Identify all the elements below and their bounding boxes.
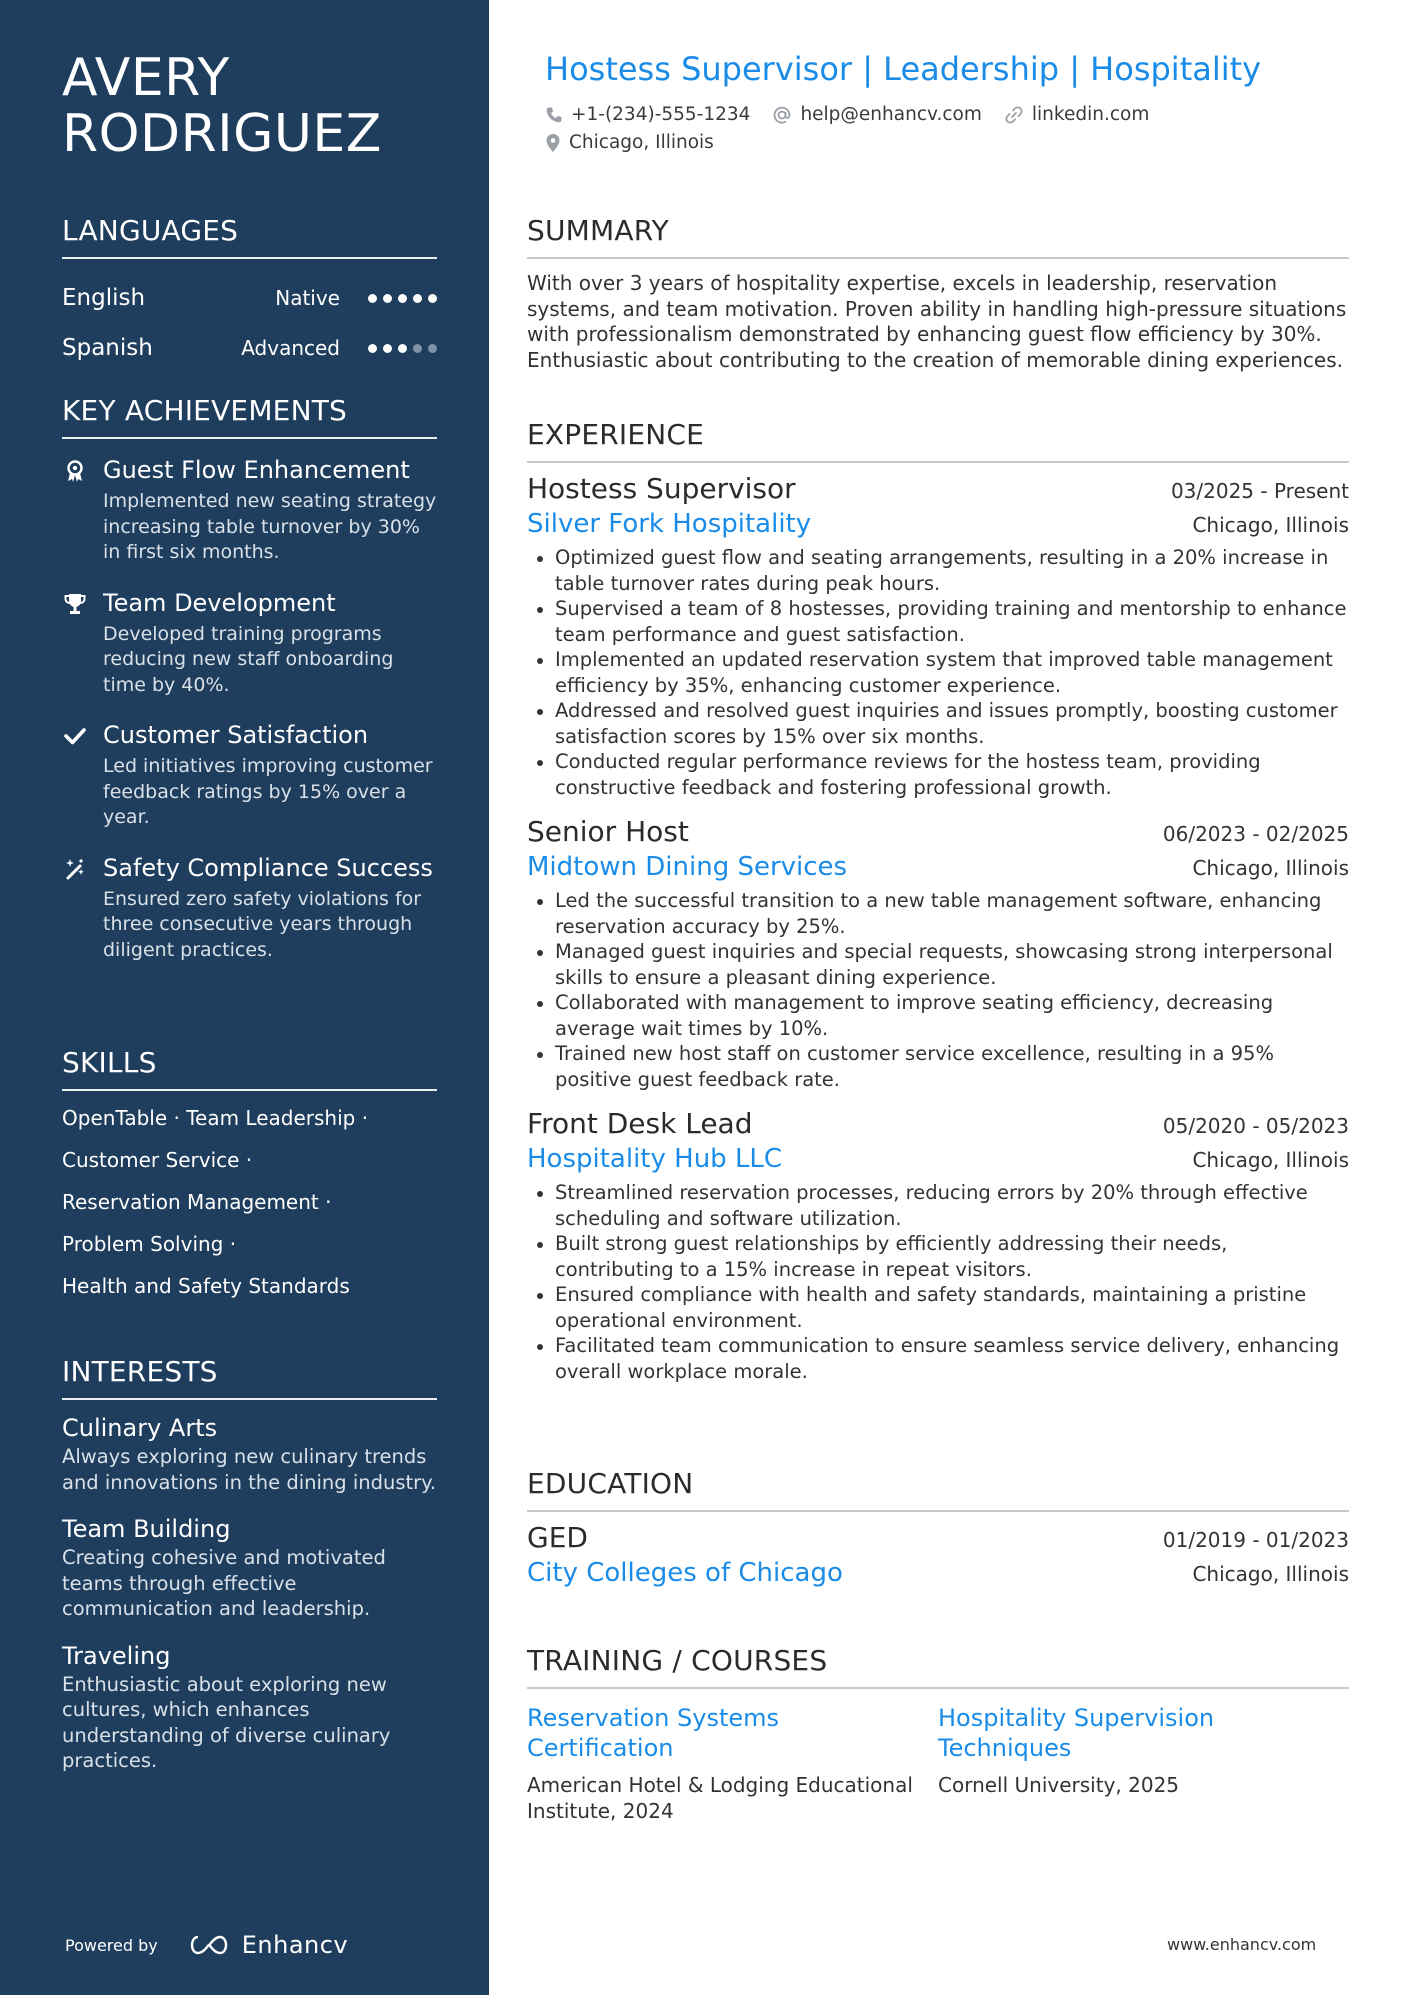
email-text: help@enhancv.com: [800, 104, 982, 125]
interest-item: [62, 1513, 437, 1622]
job-title: Senior Host: [527, 815, 689, 848]
school-location: Chicago, Illinois: [1192, 1562, 1349, 1586]
course-item: [527, 1703, 938, 1824]
interest-desc: Creating cohesive and motivated teams through effective communication and leadership.: [62, 1546, 386, 1620]
summary-heading: SUMMARY: [527, 214, 1349, 259]
contact-email[interactable]: [772, 104, 981, 125]
achievement-item: [62, 455, 437, 566]
contact-row: [545, 104, 1171, 125]
skill-line: Problem Solving ·: [62, 1232, 237, 1256]
phone-text: +1-(234)-555-1234: [571, 104, 751, 125]
languages-section: [62, 214, 437, 373]
contact-linkedin[interactable]: [1004, 104, 1149, 125]
achievement-desc: Ensured zero safety violations for three consecutive years through diligent practices.: [103, 887, 422, 961]
job-bullet: Trained new host staff on customer service excellence, resulting in a 95% positive guest feedback rate.: [527, 1041, 1349, 1092]
trophy-icon: [64, 592, 86, 616]
achievement-item: [62, 853, 437, 964]
candidate-name: AVERY RODRIGUEZ: [62, 48, 382, 164]
language-row: [62, 323, 437, 373]
job-title: Front Desk Lead: [527, 1107, 753, 1140]
powered-by-label: Powered by: [65, 1935, 158, 1955]
contact-location: [545, 132, 714, 153]
language-level: Native: [275, 286, 340, 310]
language-level: Advanced: [241, 336, 340, 360]
language-name: Spanish: [62, 335, 153, 361]
proficiency-dot-filled: [383, 294, 392, 303]
job-bullet: Streamlined reservation processes, reducing errors by 20% through effective scheduling and software utilization.: [527, 1180, 1349, 1231]
job-title: Hostess Supervisor: [527, 472, 796, 505]
job-date: 06/2023 - 02/2025: [1162, 822, 1349, 846]
proficiency-dots: [368, 344, 437, 353]
proficiency-dot-filled: [413, 294, 422, 303]
course-list: [527, 1703, 1349, 1824]
location-pin-icon: [545, 133, 561, 153]
summary-section: [527, 214, 1349, 373]
job-bullets: [527, 1180, 1349, 1384]
job-bullet: Implemented an updated reservation system that improved table management efficiency by 35%, enhancing customer experience.: [527, 647, 1349, 698]
job-location: Chicago, Illinois: [1192, 856, 1349, 880]
achievement-desc: Led initiatives improving customer feedback ratings by 15% over a year.: [103, 755, 433, 828]
job-bullets: [527, 545, 1349, 800]
job-bullet: Managed guest inquiries and special requests, showcasing strong interpersonal skills to ensure a pleasant dining experience.: [527, 939, 1349, 990]
location-text: Chicago, Illinois: [569, 132, 714, 153]
interest-title: Traveling: [62, 1641, 171, 1670]
course-provider: Cornell University, 2025: [938, 1773, 1180, 1797]
job-bullets: [527, 888, 1349, 1092]
enhancv-logo[interactable]: [186, 1931, 348, 1959]
interest-desc: Always exploring new culinary trends and innovations in the dining industry.: [62, 1445, 437, 1494]
proficiency-dot-empty: [413, 344, 422, 353]
skills-section: [62, 1046, 437, 1307]
course-title[interactable]: Reservation Systems Certification: [527, 1704, 780, 1762]
job-bullet: Conducted regular performance reviews for the hostess team, providing constructive feedback and fostering professional growth.: [527, 749, 1349, 800]
school-name[interactable]: City Colleges of Chicago: [527, 1558, 843, 1588]
education-entry: [527, 1520, 1349, 1590]
skill-line: Health and Safety Standards: [62, 1274, 350, 1298]
job-company[interactable]: Midtown Dining Services: [527, 852, 848, 882]
interest-title: Team Building: [62, 1515, 231, 1543]
achievement-item: [62, 720, 437, 831]
proficiency-dot-filled: [368, 294, 377, 303]
job-bullet: Addressed and resolved guest inquiries and issues promptly, boosting customer satisfaction scores by 15% over six months.: [527, 698, 1349, 749]
education-heading: EDUCATION: [527, 1467, 1349, 1512]
interests-heading: INTERESTS: [62, 1355, 437, 1400]
achievement-title: Customer Satisfaction: [103, 721, 369, 749]
proficiency-dot-filled: [383, 344, 392, 353]
at-icon: [772, 105, 792, 125]
achievements-heading: KEY ACHIEVEMENTS: [62, 394, 437, 439]
job-company[interactable]: Hospitality Hub LLC: [527, 1144, 783, 1174]
interest-title: Culinary Arts: [62, 1414, 218, 1442]
powered-by: [65, 1931, 348, 1959]
course-title[interactable]: Hospitality Supervision Techniques: [938, 1704, 1215, 1762]
job-company[interactable]: Silver Fork Hospitality: [527, 509, 812, 539]
interest-desc: Enthusiastic about exploring new cultures, which enhances understanding of diverse culinary practices.: [62, 1672, 391, 1772]
degree: GED: [527, 1521, 588, 1554]
headline: Hostess Supervisor | Leadership | Hospitality: [545, 50, 1262, 88]
job-bullet: Ensured compliance with health and safety standards, maintaining a pristine operational environment.: [527, 1282, 1349, 1333]
linkedin-text: linkedin.com: [1031, 104, 1150, 125]
achievement-title: Safety Compliance Success: [103, 853, 433, 882]
skill-line: Customer Service ·: [62, 1148, 253, 1172]
interest-item: [62, 1640, 437, 1774]
job-bullet: Optimized guest flow and seating arrangements, resulting in a 20% increase in table turnover rates during peak hours.: [527, 545, 1349, 596]
achievement-item: [62, 588, 437, 699]
achievement-title: Guest Flow Enhancement: [103, 456, 410, 484]
training-section: [527, 1644, 1349, 1824]
job-date: 05/2020 - 05/2023: [1162, 1114, 1349, 1138]
contact-phone[interactable]: [545, 104, 750, 125]
skill-line: OpenTable · Team Leadership ·: [62, 1106, 369, 1130]
enhancv-logo-icon: [186, 1933, 232, 1957]
job-location: Chicago, Illinois: [1192, 513, 1349, 537]
contact-row-2: [545, 132, 736, 153]
experience-section: [527, 418, 1349, 1384]
experience-heading: EXPERIENCE: [527, 418, 1349, 463]
proficiency-dot-filled: [368, 344, 377, 353]
skills-heading: SKILLS: [62, 1046, 437, 1091]
job-bullet: Built strong guest relationships by efficiently addressing their needs, contributing to a 15% increase in repeat visitors.: [527, 1231, 1349, 1282]
job-location: Chicago, Illinois: [1192, 1148, 1349, 1172]
achievement-title: Team Development: [103, 588, 336, 617]
course-item: [938, 1703, 1349, 1824]
job-bullet: Facilitated team communication to ensure seamless service delivery, enhancing overall workplace morale.: [527, 1333, 1349, 1384]
job-entry: [527, 1106, 1349, 1384]
link-icon: [1004, 105, 1024, 125]
award-icon: [64, 459, 86, 483]
achievement-desc: Developed training programs reducing new staff onboarding time by 40%.: [103, 622, 394, 696]
phone-icon: [545, 106, 563, 124]
language-name: English: [62, 285, 146, 311]
proficiency-dot-filled: [398, 344, 407, 353]
job-date: 03/2025 - Present: [1170, 479, 1349, 503]
interests-section: [62, 1355, 437, 1792]
skill-line: Reservation Management ·: [62, 1190, 332, 1214]
proficiency-dot-filled: [398, 294, 407, 303]
job-entry: [527, 814, 1349, 1092]
languages-heading: LANGUAGES: [62, 214, 437, 259]
language-row: [62, 273, 437, 323]
job-entry: [527, 471, 1349, 800]
enhancv-logo-text: Enhancv: [241, 1931, 349, 1959]
sidebar: [0, 0, 489, 1995]
achievements-section: [62, 394, 437, 985]
proficiency-dot-empty: [428, 344, 437, 353]
course-provider: American Hotel & Lodging Educational Institute, 2024: [527, 1773, 913, 1823]
proficiency-dot-filled: [428, 294, 437, 303]
summary-text: With over 3 years of hospitality expertise, excels in leadership, reservation systems, and team motivation. Proven ability in handling high-pressure situations with professionalism demonstrated by enhancing guest flow efficiency by 30%. Enthusiastic about contributing to the creation of memorable dining experiences.: [527, 271, 1347, 372]
job-bullet: Led the successful transition to a new table management software, enhancing reservation accuracy by 25%.: [527, 888, 1349, 939]
job-bullet: Supervised a team of 8 hostesses, providing training and mentorship to enhance team performance and guest satisfaction.: [527, 596, 1349, 647]
education-date: 01/2019 - 01/2023: [1162, 1528, 1349, 1552]
footer-site-link[interactable]: www.enhancv.com: [1167, 1935, 1317, 1954]
check-icon: [64, 724, 86, 748]
job-bullet: Collaborated with management to improve seating efficiency, decreasing average wait times by 10%.: [527, 990, 1349, 1041]
achievement-desc: Implemented new seating strategy increasing table turnover by 30% in first six months.: [103, 490, 437, 563]
interest-item: [62, 1412, 437, 1495]
magic-wand-icon: [64, 857, 86, 881]
training-heading: TRAINING / COURSES: [527, 1644, 1349, 1689]
education-section: [527, 1467, 1349, 1590]
proficiency-dots: [368, 294, 437, 303]
